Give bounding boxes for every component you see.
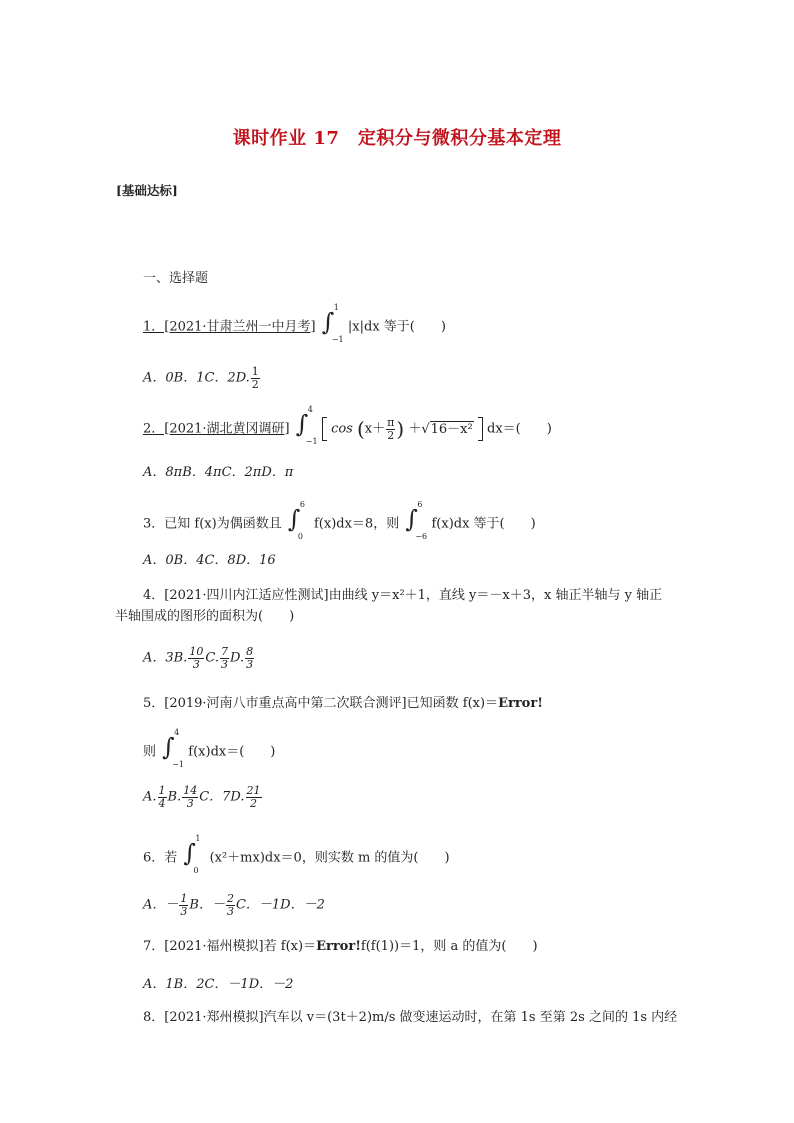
question-8: 8．[2021·郑州模拟]汽车以 v＝(3t＋2)m/s 做变速运动时，在第 1s 至第 2s 之间的 1s 内经: [143, 1010, 678, 1025]
q7-options: A．1B．2C．－1D．－2: [143, 977, 294, 992]
question-4-line-1: 4．[2021·四川内江适应性测试]由曲线 y＝x²＋1，直线 y＝－x＋3，x 轴正半轴与 y 轴正: [143, 588, 663, 603]
q2-options: A．8πB．4πC．2πD．π: [143, 465, 294, 480]
integral-sign: ∫ 1 −1: [321, 303, 344, 344]
part-heading: 一、选择题: [143, 271, 209, 286]
question-5: 5．[2019·河南八市重点高中第二次联合测评]已知函数 f(x)＝Error!: [143, 696, 543, 711]
error-text: Error!: [498, 696, 543, 711]
error-text: Error!: [316, 939, 361, 954]
q5-options: A. $\frac{1}{4}$ B. $\frac{14}{3}$ C．7D. $\frac{21}{2}$: [143, 784, 261, 810]
section-label: [基础达标]: [116, 183, 178, 198]
fraction: $\frac{1}{2}$: [251, 365, 259, 391]
question-7: 7．[2021·福州模拟]若 f(x)＝Error!f(f(1))＝1，则 a 的值为( ): [143, 939, 538, 954]
fraction: $\frac{\pi}{2}$: [387, 415, 395, 442]
left-bracket: [322, 417, 327, 441]
question-5-integral: 则 ∫ 4 −1 f(x)dx＝( ): [143, 728, 276, 769]
right-bracket: [478, 417, 483, 441]
q1-source: 1．[2021·甘肃兰州一中月考]: [143, 319, 316, 335]
integral-sign: ∫ 6 −6: [405, 500, 428, 541]
question-4-line-2: 半轴围成的图形的面积为( ): [115, 609, 295, 624]
question-6: 6．若 ∫ 1 0 (x²＋mx)dx＝0，则实数 m 的值为( ): [143, 834, 450, 875]
q1-body: |x|dx 等于( ): [347, 319, 446, 335]
question-3: 3．已知 f(x)为偶函数且 ∫ 6 0 f(x)dx＝8，则 ∫ 6 −6 f(x)dx 等于( ): [143, 500, 536, 541]
q4-options: A．3B. $\frac{10}{3}$ C. $\frac{7}{3}$ D. $\frac{8}{3}$: [143, 645, 254, 671]
sqrt: √16－x²: [421, 421, 473, 437]
q1-options: A．0B．1C．2D. $\frac{1}{2}$: [143, 365, 259, 391]
q3-options: A．0B．4C．8D．16: [143, 553, 276, 568]
q6-options: A．－ $\frac{1}{3}$ B．－ $\frac{2}{3}$ C．－1D．－2: [143, 892, 325, 918]
question-2: 2．[2021·湖北黄冈调研] ∫ 4 −1 cos (x＋ $\frac{\pi}{2}$ ) ＋√16－x² dx＝( ): [143, 405, 552, 446]
page-title: 课时作业 17 定积分与微积分基本定理: [232, 128, 562, 149]
question-1: [143, 303, 446, 344]
integral-sign: ∫ 4 −1: [162, 728, 184, 769]
integral-sign: ∫ 1 0: [183, 834, 201, 875]
integral-sign: ∫ 6 0: [287, 500, 305, 541]
integral-sign: ∫ 4 −1: [295, 405, 318, 446]
